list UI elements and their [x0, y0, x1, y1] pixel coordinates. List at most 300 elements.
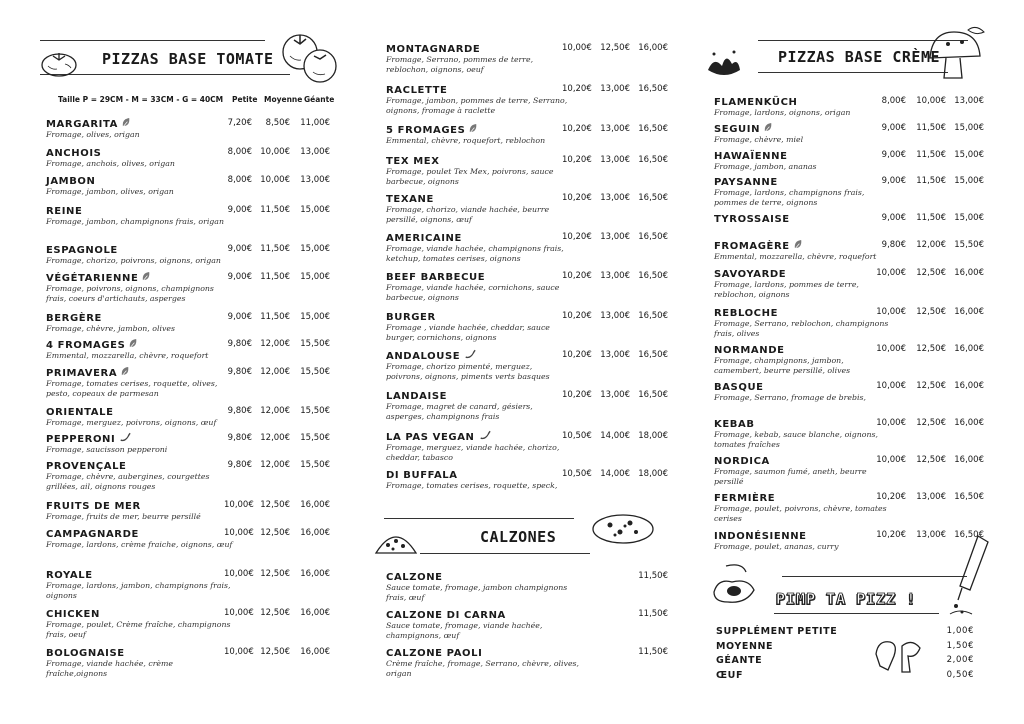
item-description: Fromage, lardons, champignons frais, pommes de terre, oignons	[714, 188, 865, 208]
price-geante: 16,50€	[638, 350, 668, 360]
price-petite: 9,00€	[227, 244, 252, 254]
item-name: BOLOGNAISE	[46, 647, 125, 659]
menu-item	[46, 244, 330, 266]
item-name-row	[386, 571, 668, 583]
price-petite: 10,20€	[562, 350, 592, 360]
item-description: Fromage, chorizo pimenté, merguez, poivrons, oignons, piments verts basques	[386, 362, 550, 382]
price-moyenne: 12,00€	[260, 460, 290, 470]
item-description: Fromage , viande hachée, cheddar, sauce burger, cornichons, oignons	[386, 323, 550, 343]
price-petite: 10,20€	[562, 84, 592, 94]
item-description: Sauce tomate, fromage, jambon champignons frais, œuf	[386, 583, 568, 603]
price-geante: 15,50€	[300, 406, 330, 416]
item-description: Fromage, chorizo, poivrons, oignons, origan	[46, 256, 221, 265]
item-prices	[874, 123, 984, 133]
price-petite: 9,80€	[227, 406, 252, 416]
price-geante: 16,00€	[300, 500, 330, 510]
price-moyenne: 13,00€	[600, 84, 630, 94]
item-name: HAWAÏENNE	[714, 150, 788, 162]
menu-item	[386, 469, 668, 491]
price-moyenne: 13,00€	[600, 232, 630, 242]
item-prices	[874, 381, 984, 391]
price-moyenne: 12,50€	[916, 418, 946, 428]
item-name: DI BUFFALA	[386, 469, 458, 481]
menu-item	[386, 311, 668, 344]
supplement-price: 1,50€	[946, 641, 974, 651]
item-name: SAVOYARDE	[714, 268, 787, 280]
divider	[782, 576, 967, 577]
price-geante: 16,00€	[954, 268, 984, 278]
item-prices	[224, 312, 330, 322]
price-geante: 16,00€	[300, 528, 330, 538]
item-prices	[562, 43, 668, 53]
price-moyenne: 13,00€	[600, 390, 630, 400]
menu-item	[46, 312, 330, 334]
menu-item	[386, 84, 668, 117]
item-prices	[224, 647, 330, 657]
chili-icon	[119, 432, 131, 446]
item-name: KEBAB	[714, 418, 755, 430]
price-moyenne: 10,00€	[260, 175, 290, 185]
item-description: Fromage, magret de canard, gésiers, asperges, champignons frais	[386, 402, 533, 422]
item-description: Fromage, Serrano, reblochon, champignons frais, olives	[714, 319, 889, 339]
item-prices	[224, 175, 330, 185]
item-description: Fromage, tomates cerises, roquette, speck,	[386, 481, 558, 490]
menu-item	[714, 455, 984, 488]
price-geante: 15,00€	[954, 123, 984, 133]
menu-item	[46, 118, 330, 140]
section-title-tomate: PIZZAS BASE TOMATE	[102, 50, 274, 68]
price-geante: 15,00€	[300, 272, 330, 282]
item-description: Fromage, saumon fumé, aneth, beurre persillé	[714, 467, 867, 487]
menu-item	[714, 268, 984, 301]
item-prices	[224, 406, 330, 416]
menu-item	[714, 150, 984, 172]
price-moyenne: 12,00€	[260, 406, 290, 416]
divider	[384, 518, 574, 519]
price-moyenne: 12,50€	[916, 455, 946, 465]
cream-splash-illustration-icon	[704, 46, 744, 80]
price-petite: 10,50€	[562, 431, 592, 441]
price-geante: 16,50€	[954, 530, 984, 540]
item-description: Fromage, chèvre, aubergines, courgettes grillées, ail, oignons rouges	[46, 472, 210, 492]
item-name: LANDAISE	[386, 390, 448, 402]
supplement-row	[716, 641, 974, 652]
price-moyenne: 11,50€	[260, 312, 290, 322]
item-prices	[874, 213, 984, 223]
item-prices	[562, 155, 668, 165]
tomatoes-illustration-icon	[278, 30, 342, 86]
leaf-icon	[142, 271, 151, 285]
price-moyenne: 12,50€	[916, 381, 946, 391]
price-moyenne: 10,00€	[916, 96, 946, 106]
menu-item	[46, 608, 330, 641]
mushroom-illustration-icon	[924, 22, 988, 82]
item-name: CALZONE	[386, 571, 443, 583]
menu-item	[386, 124, 668, 146]
price-petite: 8,00€	[227, 175, 252, 185]
price-petite: 9,00€	[227, 312, 252, 322]
item-prices	[638, 571, 668, 581]
supplement-name: MOYENNE	[716, 641, 774, 652]
price-moyenne: 14,00€	[600, 469, 630, 479]
tomato-illustration-icon	[40, 48, 78, 78]
supplement-row	[716, 655, 974, 666]
price-petite: 10,00€	[562, 43, 592, 53]
item-description: Fromage, jambon, pommes de terre, Serrano, oignons, fromage à raclette	[386, 96, 568, 116]
item-prices	[874, 96, 984, 106]
item-prices	[224, 205, 330, 215]
menu-item	[714, 418, 984, 451]
leaf-icon	[129, 338, 138, 352]
price-petite: 10,20€	[876, 492, 906, 502]
item-prices	[562, 124, 668, 134]
supplement-row	[716, 626, 974, 637]
item-name: PROVENÇALE	[46, 460, 127, 472]
item-prices	[874, 344, 984, 354]
item-name: CALZONE DI CARNA	[386, 609, 506, 621]
menu-item	[714, 240, 984, 262]
item-description: Fromage, merguez, viande hachée, chorizo, cheddar, tabasco	[386, 443, 560, 463]
supplement-price: 1,00€	[946, 626, 974, 636]
item-description: Fromage, chorizo, viande hachée, beurre persillé, oignons, œuf	[386, 205, 550, 225]
price-moyenne: 12,00€	[916, 240, 946, 250]
price-petite: 7,20€	[227, 118, 252, 128]
item-name: BEEF BARBECUE	[386, 271, 486, 283]
price-petite: 9,80€	[227, 367, 252, 377]
item-prices	[562, 469, 668, 479]
item-prices	[874, 268, 984, 278]
item-name: FROMAGÈRE	[714, 240, 790, 252]
item-prices	[638, 609, 668, 619]
price-moyenne: 8,50€	[265, 118, 290, 128]
price-moyenne: 12,50€	[260, 569, 290, 579]
price: 11,50€	[638, 647, 668, 657]
item-name: NORDICA	[714, 455, 770, 467]
price-petite: 8,00€	[227, 147, 252, 157]
price-geante: 16,50€	[638, 193, 668, 203]
item-description: Fromage, chèvre, jambon, olives	[46, 324, 175, 333]
item-name: SEGUIN	[714, 123, 761, 135]
item-name: FLAMENKÜCH	[714, 96, 798, 108]
item-description: Fromage, poulet, ananas, curry	[714, 542, 839, 551]
item-prices	[224, 569, 330, 579]
item-description: Sauce tomate, fromage, viande hachée, champignons, œuf	[386, 621, 543, 641]
item-name: LA PAS VEGAN	[386, 431, 475, 443]
price-petite: 10,00€	[224, 647, 254, 657]
section-title-creme: PIZZAS BASE CRÈME	[778, 48, 941, 66]
item-name: REINE	[46, 205, 83, 217]
price-moyenne: 13,00€	[600, 271, 630, 281]
price-petite: 9,80€	[227, 460, 252, 470]
item-description: Emmental, mozzarella, chèvre, roquefort	[46, 351, 209, 360]
menu-item	[46, 460, 330, 493]
item-description: Fromage, lardons, oignons, origan	[714, 108, 851, 117]
price-moyenne: 12,00€	[260, 367, 290, 377]
price-petite: 10,00€	[224, 528, 254, 538]
item-description: Fromage, lardons, pommes de terre, reblochon, oignons	[714, 280, 859, 300]
supplement-price: 0,50€	[946, 670, 974, 680]
menu-item	[386, 43, 668, 76]
item-name: BURGER	[386, 311, 436, 323]
size-label-geante: Géante	[304, 95, 335, 104]
item-name: INDONÉSIENNE	[714, 530, 807, 542]
item-prices	[224, 500, 330, 510]
price-petite: 10,20€	[562, 390, 592, 400]
price-geante: 16,00€	[954, 418, 984, 428]
menu-item	[46, 339, 330, 361]
item-name: RACLETTE	[386, 84, 448, 96]
item-name: BERGÈRE	[46, 312, 102, 324]
item-prices	[224, 608, 330, 618]
price: 11,50€	[638, 571, 668, 581]
divider	[420, 553, 590, 554]
price-petite: 9,80€	[881, 240, 906, 250]
item-description: Fromage, Serrano, pommes de terre, reblochon, oignons, oeuf	[386, 55, 534, 75]
section-title-calzones: CALZONES	[480, 528, 557, 546]
divider	[758, 72, 948, 73]
supplement-row	[716, 670, 974, 681]
item-name-row	[386, 647, 668, 659]
menu-item	[46, 205, 330, 227]
price-petite: 10,20€	[562, 311, 592, 321]
price-geante: 16,00€	[954, 344, 984, 354]
item-name: TEX MEX	[386, 155, 440, 167]
price-petite: 10,00€	[224, 500, 254, 510]
chili-icon	[479, 430, 491, 444]
price-petite: 9,00€	[881, 213, 906, 223]
price-petite: 10,00€	[876, 381, 906, 391]
price-moyenne: 13,00€	[916, 492, 946, 502]
calzone-illustration-icon	[590, 510, 656, 548]
item-description: Fromage, chèvre, miel	[714, 135, 804, 144]
item-description: Fromage, jambon, olives, origan	[46, 187, 174, 196]
price-geante: 16,00€	[954, 307, 984, 317]
price-petite: 10,00€	[876, 455, 906, 465]
item-name: JAMBON	[46, 175, 96, 187]
price-geante: 16,00€	[954, 455, 984, 465]
item-prices	[562, 390, 668, 400]
chili-icon	[464, 349, 476, 363]
item-description: Fromage, viande hachée, cornichons, sauce barbecue, oignons	[386, 283, 560, 303]
price-petite: 9,00€	[881, 123, 906, 133]
price-petite: 9,00€	[881, 150, 906, 160]
price-geante: 16,50€	[638, 124, 668, 134]
menu-item	[386, 271, 668, 304]
item-prices	[562, 84, 668, 94]
item-description: Fromage, viande hachée, champignons frais, ketchup, tomates cerises, oignons	[386, 244, 564, 264]
menu-item	[386, 431, 668, 464]
item-prices	[874, 150, 984, 160]
price-geante: 16,00€	[300, 569, 330, 579]
item-prices	[874, 176, 984, 186]
price-geante: 15,50€	[300, 339, 330, 349]
item-prices	[562, 232, 668, 242]
menu-item	[714, 530, 984, 552]
price-moyenne: 12,50€	[260, 528, 290, 538]
item-description: Fromage, lardons, crème fraiche, oignons, œuf	[46, 540, 233, 549]
price-petite: 10,20€	[562, 124, 592, 134]
price-moyenne: 13,00€	[600, 155, 630, 165]
menu-item	[386, 155, 668, 188]
menu-item	[714, 96, 984, 118]
item-prices	[874, 240, 984, 250]
item-name: AMERICAINE	[386, 232, 462, 244]
price-petite: 10,00€	[876, 307, 906, 317]
item-description: Crème fraîche, fromage, Serrano, chèvre, olives, origan	[386, 659, 580, 679]
item-description: Fromage, poivrons, oignons, champignons frais, coeurs d'artichauts, asperges	[46, 284, 214, 304]
price-petite: 10,00€	[876, 418, 906, 428]
price-geante: 18,00€	[638, 431, 668, 441]
calzone-illustration-icon	[372, 525, 420, 559]
price-moyenne: 11,50€	[260, 244, 290, 254]
price-moyenne: 12,50€	[916, 307, 946, 317]
menu-item	[46, 433, 330, 455]
item-prices	[638, 647, 668, 657]
item-description: Emmental, chèvre, roquefort, reblochon	[386, 136, 546, 145]
price-moyenne: 12,50€	[260, 647, 290, 657]
price-moyenne: 13,00€	[600, 311, 630, 321]
item-description: Fromage, lardons, jambon, champignons frais, oignons	[46, 581, 231, 601]
price-geante: 15,50€	[954, 240, 984, 250]
price-petite: 9,00€	[227, 272, 252, 282]
price-moyenne: 11,50€	[916, 176, 946, 186]
menu-item	[386, 647, 668, 680]
price-petite: 10,00€	[876, 268, 906, 278]
menu-item	[714, 344, 984, 377]
item-prices	[224, 460, 330, 470]
supplement-name: ŒUF	[716, 670, 744, 681]
price-moyenne: 11,50€	[916, 213, 946, 223]
price-geante: 16,50€	[638, 232, 668, 242]
item-prices	[224, 147, 330, 157]
menu-item	[46, 175, 330, 197]
menu-item	[386, 193, 668, 226]
price-moyenne: 12,50€	[916, 344, 946, 354]
price-moyenne: 10,00€	[260, 147, 290, 157]
item-name: PAYSANNE	[714, 176, 778, 188]
item-description: Fromage, poulet, Crème fraîche, champignons frais, oeuf	[46, 620, 231, 640]
item-description: Emmental, mozzarella, chèvre, roquefort	[714, 252, 877, 261]
price-geante: 15,00€	[954, 150, 984, 160]
divider	[40, 40, 265, 41]
item-prices	[224, 528, 330, 538]
section-title-pimp: PIMP TA PIZZ !	[776, 590, 917, 608]
menu-item	[46, 272, 330, 305]
item-name: FERMIÈRE	[714, 492, 776, 504]
price-moyenne: 11,50€	[916, 150, 946, 160]
menu-item	[714, 492, 984, 525]
price-petite: 10,00€	[224, 608, 254, 618]
price-petite: 9,00€	[881, 176, 906, 186]
item-prices	[874, 492, 984, 502]
size-label-petite: Petite	[232, 95, 258, 104]
item-name: CHICKEN	[46, 608, 100, 620]
menu-item	[46, 367, 330, 400]
leaf-icon	[794, 239, 803, 253]
price-geante: 16,00€	[954, 381, 984, 391]
item-name: MONTAGNARDE	[386, 43, 481, 55]
item-description: Fromage, poulet Tex Mex, poivrons, sauce barbecue, oignons	[386, 167, 554, 187]
price-moyenne: 12,50€	[600, 43, 630, 53]
menu-item	[386, 571, 668, 604]
price-moyenne: 11,50€	[260, 272, 290, 282]
menu-item	[714, 381, 984, 403]
size-legend: Taille P = 29CM - M = 33CM - G = 40CM	[58, 95, 224, 104]
leaf-icon	[122, 117, 131, 131]
item-description: Fromage, anchois, olives, origan	[46, 159, 175, 168]
price-moyenne: 12,50€	[916, 268, 946, 278]
item-description: Fromage, poulet, poivrons, chèvre, tomates cerises	[714, 504, 887, 524]
item-prices	[874, 307, 984, 317]
oil-bottle-illustration-icon	[948, 532, 992, 618]
price-moyenne: 11,50€	[916, 123, 946, 133]
item-description: Fromage, fruits de mer, beurre persillé	[46, 512, 201, 521]
item-description: Fromage, merguez, poivrons, oignons, œuf	[46, 418, 217, 427]
price-moyenne: 12,00€	[260, 433, 290, 443]
supplement-name: SUPPLÉMENT PETITE	[716, 626, 838, 637]
item-prices	[224, 118, 330, 128]
menu-item	[714, 176, 984, 209]
item-name: MARGARITA	[46, 118, 118, 130]
item-description: Fromage, jambon, champignons frais, origan	[46, 217, 224, 226]
price-petite: 9,80€	[227, 339, 252, 349]
supplement-name: GÉANTE	[716, 655, 763, 666]
item-description: Fromage, olives, origan	[46, 130, 140, 139]
menu-item	[714, 213, 984, 225]
menu-item	[386, 390, 668, 423]
item-name: ROYALE	[46, 569, 93, 581]
price-geante: 15,00€	[954, 176, 984, 186]
item-name: REBLOCHE	[714, 307, 779, 319]
item-name: ANDALOUSE	[386, 350, 461, 362]
item-prices	[562, 350, 668, 360]
price-moyenne: 12,50€	[260, 500, 290, 510]
price-geante: 15,50€	[300, 460, 330, 470]
item-prices	[224, 367, 330, 377]
menu-item	[386, 350, 668, 383]
item-prices	[874, 455, 984, 465]
price-petite: 10,20€	[562, 155, 592, 165]
price-geante: 15,00€	[300, 312, 330, 322]
supplement-price: 2,00€	[946, 655, 974, 665]
item-prices	[224, 339, 330, 349]
item-description: Fromage, Serrano, fromage de brebis,	[714, 393, 866, 402]
menu-item	[46, 147, 330, 169]
item-prices	[562, 271, 668, 281]
price-moyenne: 12,00€	[260, 339, 290, 349]
price-petite: 10,50€	[562, 469, 592, 479]
item-name: ESPAGNOLE	[46, 244, 118, 256]
menu-item	[46, 406, 330, 428]
item-name: CALZONE PAOLI	[386, 647, 483, 659]
price-geante: 13,00€	[954, 96, 984, 106]
item-name: TYROSSAISE	[714, 213, 790, 225]
item-description: Fromage, kebab, sauce blanche, oignons, tomates fraîches	[714, 430, 879, 450]
item-name: TEXANE	[386, 193, 434, 205]
price-petite: 10,00€	[876, 344, 906, 354]
item-description: Fromage, jambon, ananas	[714, 162, 817, 171]
price-petite: 9,00€	[227, 205, 252, 215]
item-prices	[224, 272, 330, 282]
price-geante: 16,00€	[300, 608, 330, 618]
item-prices	[874, 418, 984, 428]
price-petite: 9,80€	[227, 433, 252, 443]
price-geante: 15,00€	[300, 205, 330, 215]
egg-sauce-illustration-icon	[708, 560, 768, 606]
price-geante: 13,00€	[300, 175, 330, 185]
price-moyenne: 13,00€	[600, 124, 630, 134]
price-moyenne: 12,50€	[260, 608, 290, 618]
